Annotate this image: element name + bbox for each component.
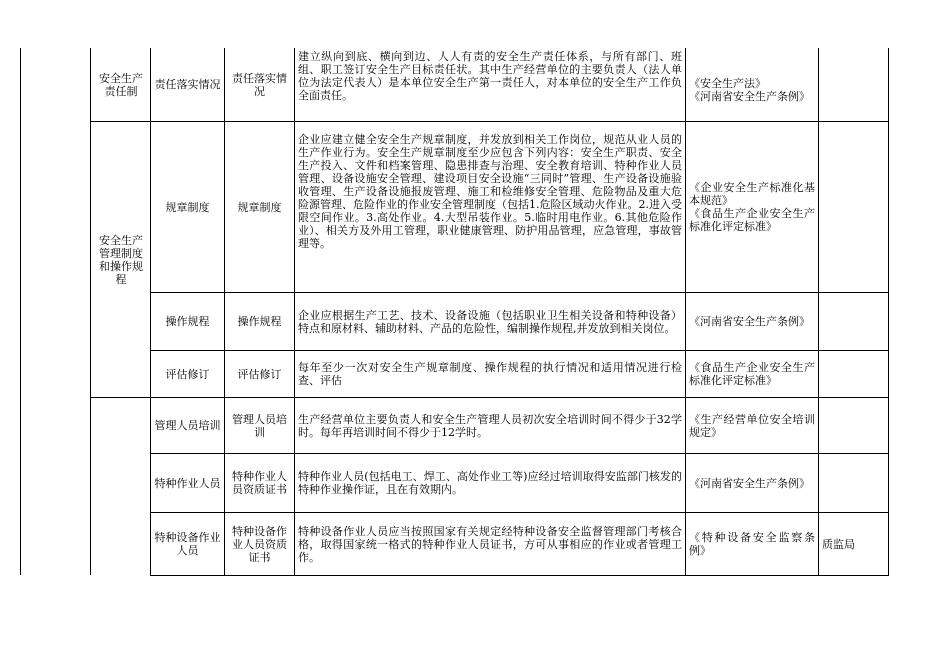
dept-cell [819, 398, 888, 453]
content-cell: 特种作业人员(包括电工、焊工、高处作业工等)应经过培训取得安监部门核发的特种作业操作证，且在有效期内。 [298, 470, 682, 496]
dept-cell [819, 293, 888, 350]
item-cell: 评估修订 [165, 367, 210, 381]
item-cell: 管理人员培训 [154, 419, 221, 432]
grid-line [150, 575, 889, 576]
item-cell: 特种作业人员 [154, 476, 221, 490]
item-cell: 操作规程 [165, 315, 210, 328]
item-cell: 规章制度 [165, 200, 210, 214]
content-cell: 每年至少一次对安全生产规章制度、操作规程的执行情况和适用情况进行检查、评估 [298, 361, 682, 387]
content-cell: 企业应根据生产工艺、技术、设备设施（包括职业卫生相关设备和特种设备）特点和原材料、辅助材料、产品的危险性，编制操作规程,并发放到相关岗位。 [298, 308, 682, 335]
basis-cell: 《河南省安全生产条例》 [689, 315, 810, 328]
sub-item-cell: 特种作业人员资质证书 [232, 470, 287, 496]
item-cell: 责任落实情况 [154, 78, 221, 91]
sub-item-cell: 操作规程 [237, 315, 282, 328]
item-cell: 特种设备作业人员 [154, 531, 221, 557]
category-cell: 安全生产管理制度和操作规程 [99, 233, 143, 286]
dept-cell [819, 48, 888, 121]
basis-cell: 《企业安全生产标准化基本规范》 《食品生产企业安全生产标准化评定标准》 [689, 181, 815, 233]
dept-cell [819, 122, 888, 292]
grid-line [888, 48, 889, 575]
dept-cell: 质监局 [822, 537, 855, 551]
dept-cell [819, 454, 888, 512]
grid-line [90, 48, 91, 575]
basis-cell: 《生产经营单位安全培训规定》 [689, 412, 815, 439]
content-cell: 生产经营单位主要负责人和安全生产管理人员初次安全培训时间不得少于32学时。每年再培训时间不得少于12学时。 [298, 412, 682, 439]
content-cell: 企业应建立健全安全生产规章制度，并发放到相关工作岗位，规范从业人员的生产作业行为。安全生产规章制度至少应包含下列内容：安全生产职责、安全生产投入、文件和档案管理、隐患排查与治理、安全教育培训、特种作业人员管理、设备设施安全管理、建设项目安全设施“三同时”管理、生产设备设施验收管理、生产设备设施报废管理、施工和检维修安全管理、危险物品及重大危险源管理、危险作业的作业安全管理制度（包括1.危险区域动火作业。2.进入受限空间作业。3.高处作业。4.大型吊装作业。5.临时用电作业。6.其他危险作业）、相关方及外用工管理，职业健康管理、防护用品管理，应急管理，事故管理等。 [298, 133, 682, 250]
content-cell: 特种设备作业人员应当按照国家有关规定经特种设备安全监督管理部门考核合格，取得国家统一格式的特种作业人员证书，方可从事相应的作业或者管理工作。 [298, 524, 682, 564]
basis-cell: 《河南省安全生产条例》 [689, 476, 810, 490]
basis-cell: 《食品生产企业安全生产标准化评定标准》 [689, 361, 815, 387]
content-cell: 建立纵向到底、横向到边、人人有责的安全生产责任体系，与所有部门、班组、职工签订安全生产目标责任状。其中生产经营单位的主要负责人（法人单位为法定代表人）是本单位安全生产第一责任人，对本单位的安全生产工作负全面责任。 [298, 50, 682, 102]
dept-cell [819, 351, 888, 397]
sub-item-cell: 规章制度 [237, 200, 282, 214]
sub-item-cell: 责任落实情况 [232, 71, 287, 98]
basis-cell: 《安全生产法》 《河南省安全生产条例》 [689, 77, 810, 102]
sub-item-cell: 管理人员培训 [232, 412, 287, 439]
category-cell: 安全生产责任制 [99, 71, 143, 98]
grid-line [20, 48, 21, 575]
sub-item-cell: 特种设备作业人员资质证书 [232, 524, 287, 564]
sub-item-cell: 评估修订 [237, 367, 282, 381]
basis-cell: 《特种设备安全监察条例》 [689, 531, 815, 557]
